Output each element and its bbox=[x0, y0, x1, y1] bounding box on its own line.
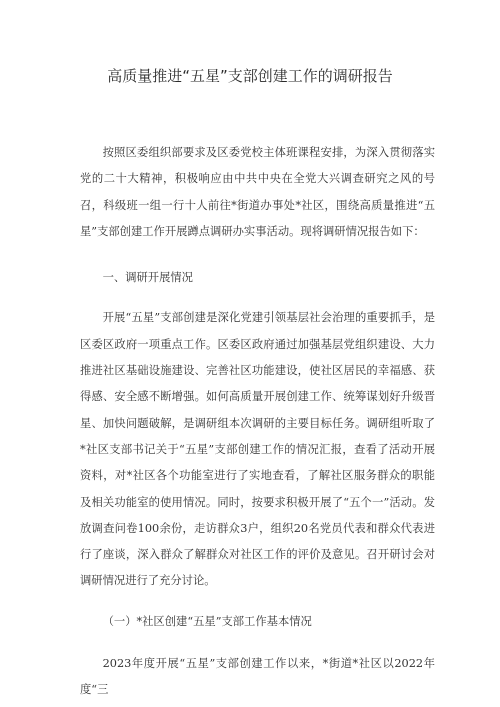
spacer bbox=[80, 291, 435, 305]
section-paragraph: 开展“五星”支部创建是深化党建引领基层社会治理的重要抓手，是区委区政府一项重点工作。区委区政府通过加强基层党组织建设、大力推进社区基础设施建设、完善社区功能建设，使社区居民的幸福感、获得感、安全感不断增强。如何高质量开展创建工作、统筹谋划好升级晋星、加快问题破解，是调研组本次调研的主要目标任务。调研组听取了*社区支部书记关于“五星”支部创建工作的情况汇报，查看了活动开展资料，对*社区各个功能室进行了实地查看，了解社区服务群众的职能及相关功能室的使用情况。同时，按要求积极开展了“五个一”活动。发放调查问卷100余份，走访群众3户，组织20名党员代表和群众代表进行了座谈，深入群众了解群众对社区工作的评价及意见。召开研讨会对调研情况进行了充分讨论。 bbox=[80, 311, 435, 588]
spacer bbox=[80, 245, 435, 265]
intro-paragraph: 按照区委组织部要求及区委党校主体班课程安排，为深入贯彻落实党的二十大精神，积极响应由中共中央在全党大兴调查研究之风的号召，科级班一组一行十人前往*街道办事处*社区，围绕高质量推进“五星”支部创建工作开展蹲点调研办实事活动。现将调研情况报告如下： bbox=[80, 146, 435, 238]
subsection-heading: （一）*社区创建“五星”支部工作基本情况 bbox=[102, 614, 312, 628]
section-heading: 一、调研开展情况 bbox=[102, 271, 193, 285]
document-title: 高质量推进“五星”支部创建工作的调研报告 bbox=[107, 67, 393, 85]
spacer bbox=[80, 635, 435, 651]
spacer bbox=[80, 595, 435, 609]
subsection-paragraph: 2023年度开展“五星”支部创建工作以来，*街道*社区以2022年度“三 bbox=[80, 657, 435, 697]
document-body bbox=[80, 140, 435, 704]
